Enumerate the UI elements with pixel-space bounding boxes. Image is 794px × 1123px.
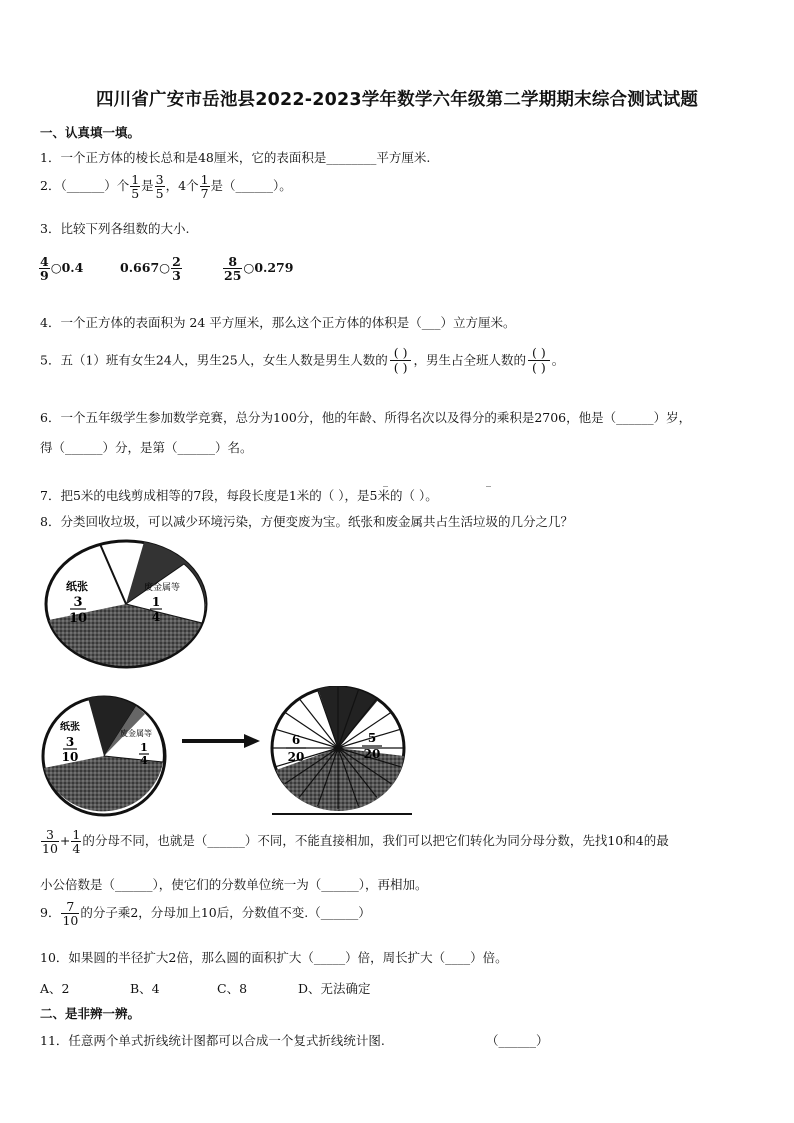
q2-fraction-1: $\frac{1}{5}$ bbox=[131, 172, 140, 202]
pie1-metal-label: 废金属等 bbox=[144, 583, 181, 593]
page-title: 四川省广安市岳池县2022-2023学年数学六年级第二学期期末综合测试试题 bbox=[95, 90, 699, 110]
pie2-paper-den: 10 bbox=[61, 750, 79, 764]
pie2-metal-den: 4 bbox=[140, 754, 148, 767]
pie-chart-2 bbox=[40, 694, 170, 818]
question-11: 11．任意两个单式折线统计图都可以合成一个复式折线统计图. bbox=[40, 1033, 385, 1048]
question-2 bbox=[40, 173, 292, 200]
question-8: 8．分类回收垃圾，可以减少环境污染，方便变废为宝。纸张和废金属共占生活垃圾的几分之几？ bbox=[40, 514, 573, 529]
q8b-fraction-1: $\frac{3}{10}$ bbox=[42, 827, 58, 857]
q2-post: 是（______）。 bbox=[210, 178, 292, 194]
pie3-right-num: 5 bbox=[367, 731, 377, 745]
q9-fraction: $\frac{7}{10}$ bbox=[62, 899, 79, 929]
q3-item-a: $\frac{4}{9}$ ○0.4 bbox=[40, 254, 84, 284]
q2-fraction-2: $\frac{3}{5}$ bbox=[155, 172, 164, 202]
question-4: 4．一个正方体的表面积为 24 平方厘米，那么这个正方体的体积是（___）立方厘米。 bbox=[40, 315, 516, 330]
q2-mid1: 是 bbox=[141, 178, 154, 194]
pie3-right-den: 20 bbox=[363, 747, 381, 761]
q3-item-b: 0.667○ $\frac{2}{3}$ bbox=[120, 254, 181, 284]
question-7: 7．把5米的电线剪成相等的7段，每段长度是1米的（ ），是5米的（ ）。 bbox=[40, 488, 438, 503]
question-6-line-2: 得（______）分，是第（______）名。 bbox=[40, 440, 253, 455]
q10-option-d: D、无法确定 bbox=[298, 981, 371, 996]
q2-fraction-3: $\frac{1}{7}$ bbox=[200, 172, 209, 202]
pie2-metal-label: 废金属等 bbox=[120, 729, 152, 738]
q3-item-c: $\frac{8}{25}$ ○0.279 bbox=[224, 254, 294, 284]
pie1-paper-num: 3 bbox=[73, 595, 83, 610]
section-1-heading: 一、认真填一填。 bbox=[40, 125, 141, 140]
q10-option-b: B、4 bbox=[130, 981, 160, 996]
q7-mark-2: _ bbox=[486, 476, 491, 487]
question-6-line-1: 6．一个五年级学生参加数学竞赛，总分为100分，他的年龄、所得名次以及得分的乘积是2706，他是（______）岁， bbox=[40, 410, 692, 425]
q11-answer-blank: （______） bbox=[486, 1033, 549, 1048]
question-9: 9． $\frac{7}{10}$ 的分子乘2，分母加上10后，分数值不变.（______） bbox=[40, 899, 371, 929]
q10-option-a: A、2 bbox=[40, 981, 70, 996]
q5-blank-fraction-2: ( ) ( ) bbox=[528, 346, 550, 376]
q3a-fraction: $\frac{4}{9}$ bbox=[40, 254, 49, 284]
question-8-explanation-line-2: 小公倍数是（______），使它们的分数单位统一为（______），再相加。 bbox=[40, 877, 428, 892]
question-3: 3．比较下列各组数的大小. bbox=[40, 221, 190, 236]
q2-mid2: ，4个 bbox=[165, 178, 199, 194]
pie2-paper-num: 3 bbox=[65, 735, 75, 749]
q2-pre: 2．（______）个 bbox=[40, 178, 130, 194]
section-2-heading: 二、是非辨一辨。 bbox=[40, 1006, 141, 1021]
q3b-fraction: $\frac{2}{3}$ bbox=[172, 254, 181, 284]
question-10: 10．如果圆的半径扩大2倍，那么圆的面积扩大（_____）倍，周长扩大（____）倍。 bbox=[40, 950, 508, 965]
q8b-fraction-2: $\frac{1}{4}$ bbox=[72, 827, 81, 857]
q7-mark-1: _ bbox=[383, 476, 388, 487]
q10-option-c: C、8 bbox=[217, 981, 248, 996]
pie1-metal-den: 4 bbox=[151, 610, 161, 624]
q5-blank-fraction-1: ( ) ( ) bbox=[390, 346, 412, 376]
q3c-fraction: $\frac{8}{25}$ bbox=[224, 254, 242, 284]
question-5: 5．五（1）班有女生24人，男生25人，女生人数是男生人数的 ( ) ( ) ，男生占全班人数的 ( ) ( ) 。 bbox=[40, 345, 565, 376]
question-1: 1．一个正方体的棱长总和是48厘米，它的表面积是________平方厘米. bbox=[40, 150, 431, 165]
pie1-metal-num: 1 bbox=[151, 595, 161, 609]
pie1-paper-den: 10 bbox=[68, 611, 88, 626]
arrow-right-icon bbox=[180, 732, 262, 750]
pie3-left-num: 6 bbox=[291, 733, 301, 747]
pie2-paper-label: 纸张 bbox=[60, 722, 80, 733]
pie-chart-3 bbox=[266, 686, 416, 820]
pie2-metal-num: 1 bbox=[140, 741, 148, 754]
pie1-paper-label: 纸张 bbox=[66, 580, 88, 593]
pie-chart-1 bbox=[44, 538, 214, 670]
pie3-left-den: 20 bbox=[287, 750, 305, 764]
question-8-explanation: $\frac{3}{10}$ + $\frac{1}{4}$ 的分母不同，也就是（______）不同，不能直接相加，我们可以把它们转化为同分母分数，先找10和4的最 bbox=[42, 827, 669, 857]
